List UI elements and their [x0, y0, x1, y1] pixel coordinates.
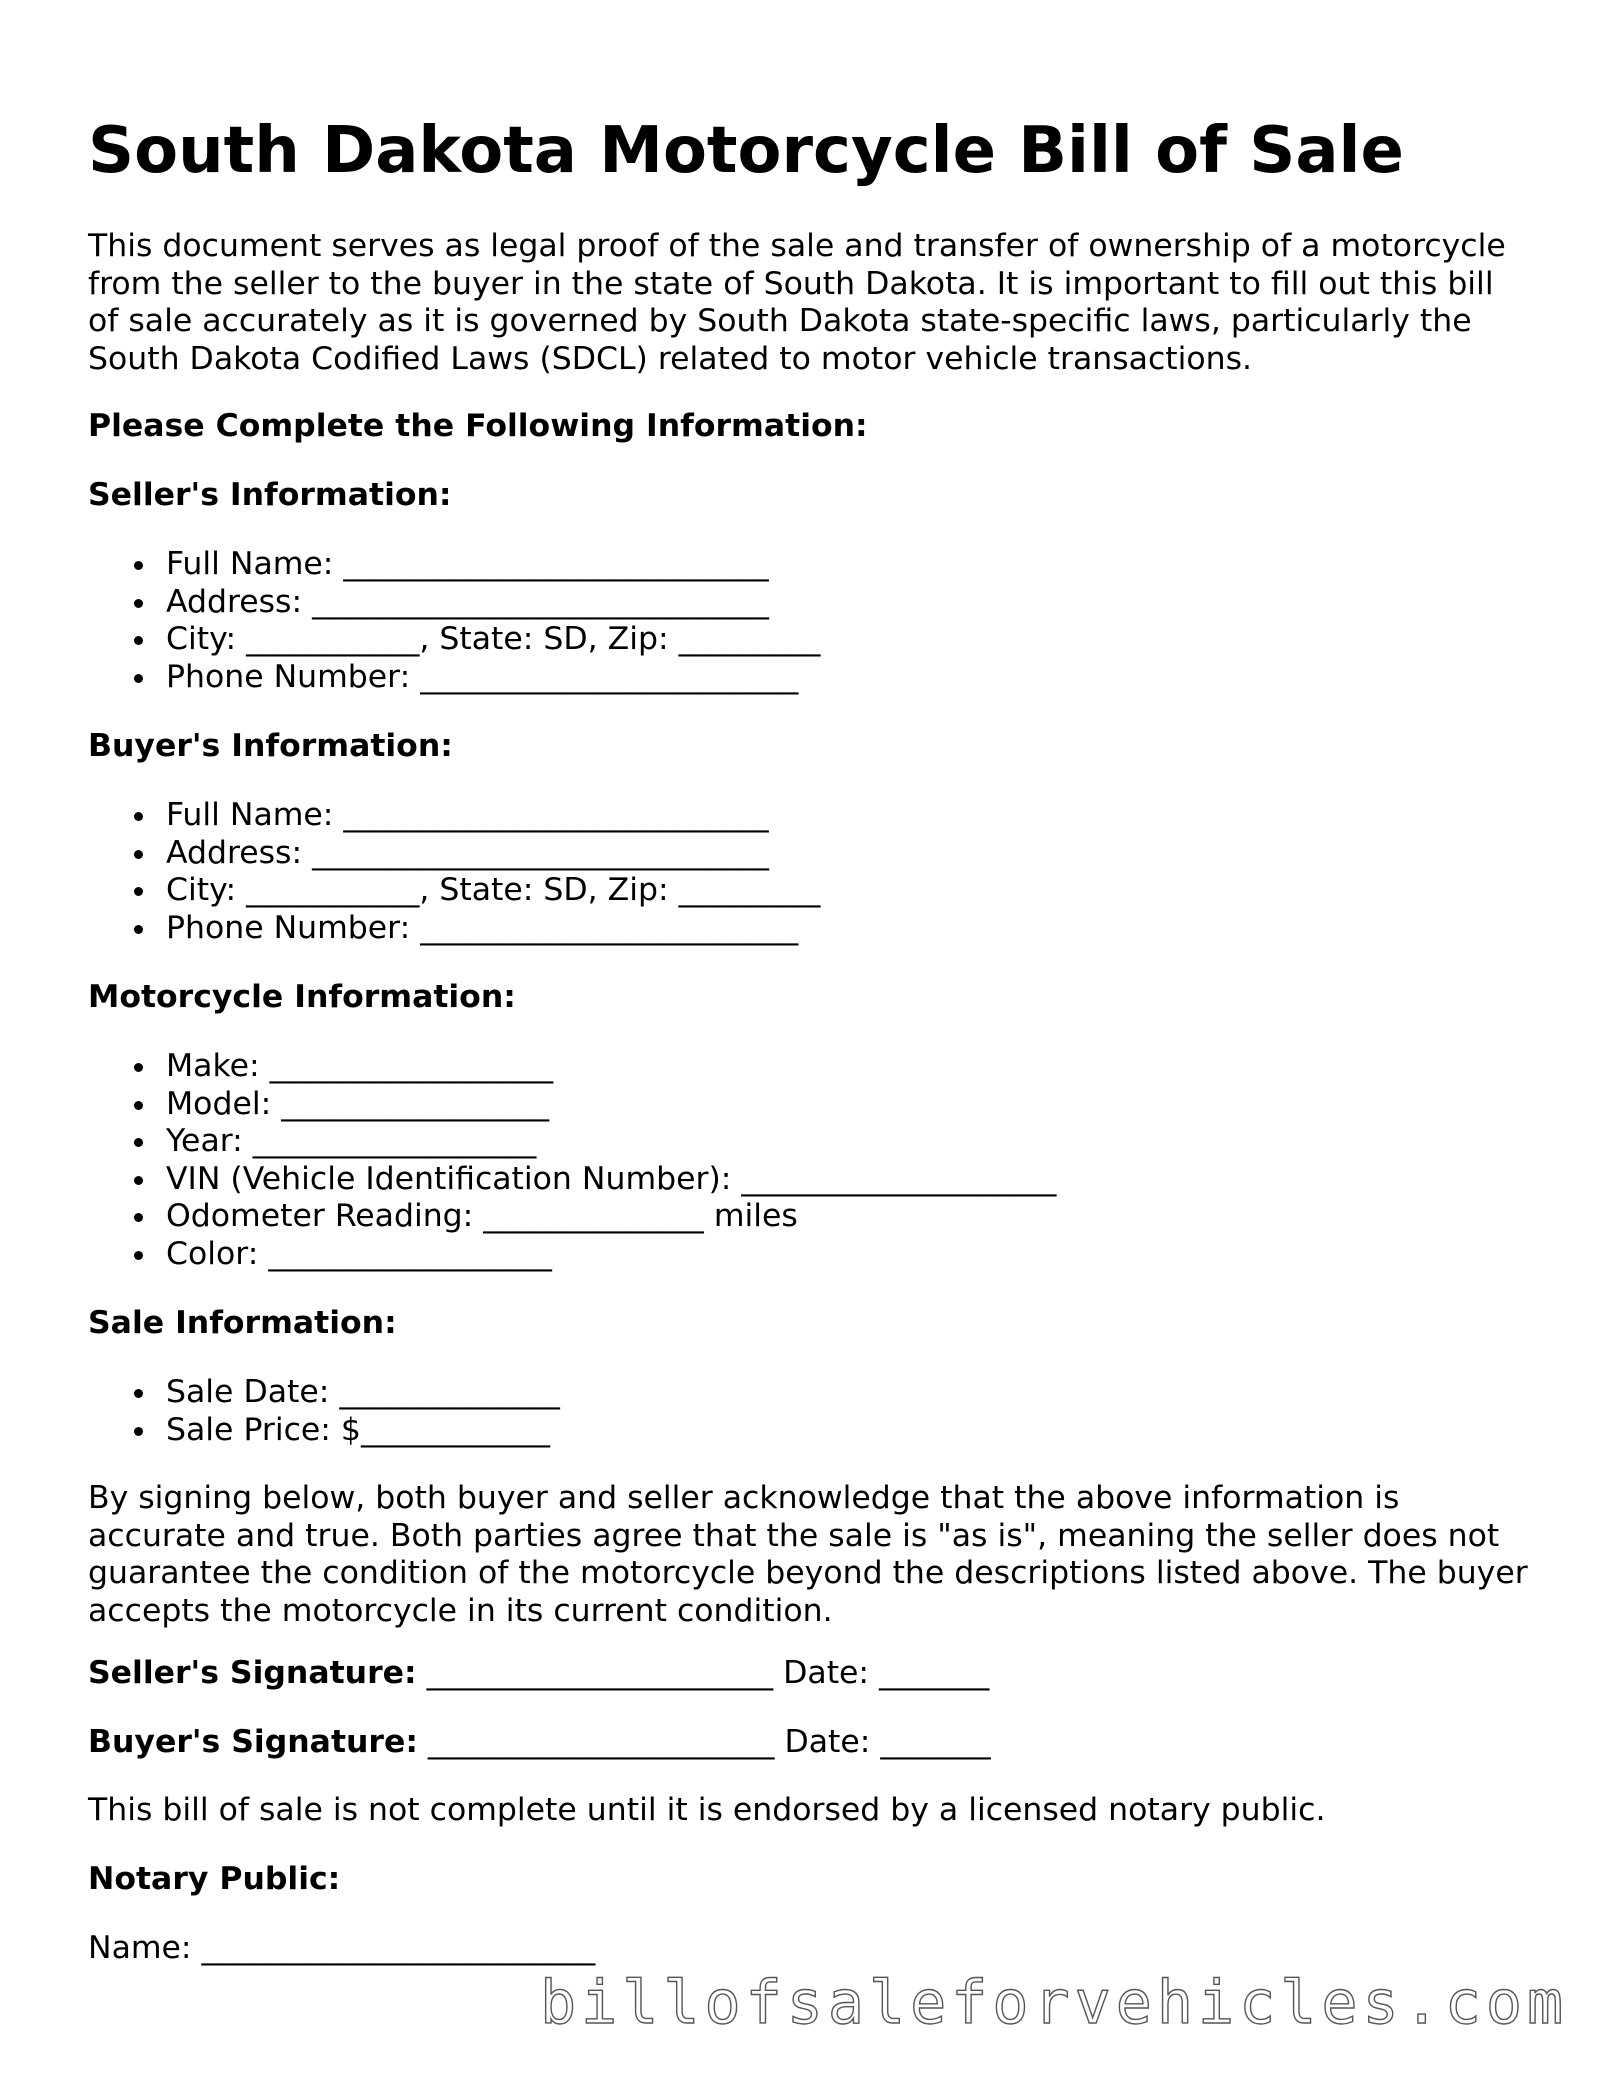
seller-info-list: [88, 546, 820, 696]
seller-phone-field[interactable]: Phone Number: ________________________: [88, 659, 820, 697]
motorcycle-heading: Motorcycle Information:: [88, 979, 516, 1015]
motorcycle-info-list: [88, 1048, 1056, 1273]
seller-address-field[interactable]: Address: _____________________________: [88, 584, 820, 622]
buyer-heading: Buyer's Information:: [88, 728, 453, 764]
page-title: South Dakota Motorcycle Bill of Sale: [88, 114, 1404, 188]
notary-note: This bill of sale is not complete until it is endorsed by a licensed notary public.: [88, 1792, 1326, 1828]
buyer-signature-blank[interactable]: ______________________ Date: _______: [417, 1724, 991, 1760]
year-field[interactable]: Year: __________________: [88, 1123, 1056, 1161]
site-watermark: billofsaleforvehicles.com: [540, 1968, 1569, 2038]
odometer-field[interactable]: Odometer Reading: ______________ miles: [88, 1198, 1056, 1236]
buyer-full-name-field[interactable]: Full Name: ___________________________: [88, 797, 820, 835]
buyer-city-state-zip-field[interactable]: City: ___________, State: SD, Zip: _________: [88, 872, 820, 910]
instruction-heading: Please Complete the Following Information:: [88, 408, 868, 444]
seller-full-name-field[interactable]: Full Name: ___________________________: [88, 546, 820, 584]
buyer-phone-field[interactable]: Phone Number: ________________________: [88, 910, 820, 948]
seller-signature-label: Seller's Signature:: [88, 1655, 417, 1691]
notary-heading: Notary Public:: [88, 1861, 341, 1897]
agreement-paragraph: By signing below, both buyer and seller acknowledge that the above information is accurate and true. Both parties agree that the sale is "as is", meaning the seller does not guarantee the condition of the motorcycle beyond the descriptions listed above. The buyer accepts the motorcycle in its current condition.: [88, 1480, 1528, 1629]
sale-date-field[interactable]: Sale Date: ______________: [88, 1374, 560, 1412]
buyer-address-field[interactable]: Address: _____________________________: [88, 835, 820, 873]
notary-name-field[interactable]: Name: _________________________: [88, 1930, 596, 1966]
seller-heading: Seller's Information:: [88, 477, 452, 513]
sale-price-field[interactable]: Sale Price: $____________: [88, 1412, 560, 1450]
seller-signature-blank[interactable]: ______________________ Date: _______: [416, 1655, 990, 1691]
intro-paragraph: This document serves as legal proof of the sale and transfer of ownership of a motorcycle from the seller to the buyer in the state of South Dakota. It is important to fill out this bill of sale accurately as it is governed by South Dakota state-specific laws, particularly the South Dakota Codified Laws (SDCL) related to motor vehicle transactions.: [88, 228, 1506, 377]
buyer-signature-label: Buyer's Signature:: [88, 1724, 418, 1760]
model-field[interactable]: Model: _________________: [88, 1086, 1056, 1124]
sale-heading: Sale Information:: [88, 1305, 397, 1341]
buyer-signature-line[interactable]: [88, 1724, 1528, 1762]
vin-field[interactable]: VIN (Vehicle Identification Number): ____________________: [88, 1161, 1056, 1199]
sale-info-list: [88, 1374, 560, 1449]
make-field[interactable]: Make: __________________: [88, 1048, 1056, 1086]
seller-city-state-zip-field[interactable]: City: ___________, State: SD, Zip: _________: [88, 621, 820, 659]
seller-signature-line[interactable]: [88, 1655, 1528, 1693]
color-field[interactable]: Color: __________________: [88, 1236, 1056, 1274]
buyer-info-list: [88, 797, 820, 947]
